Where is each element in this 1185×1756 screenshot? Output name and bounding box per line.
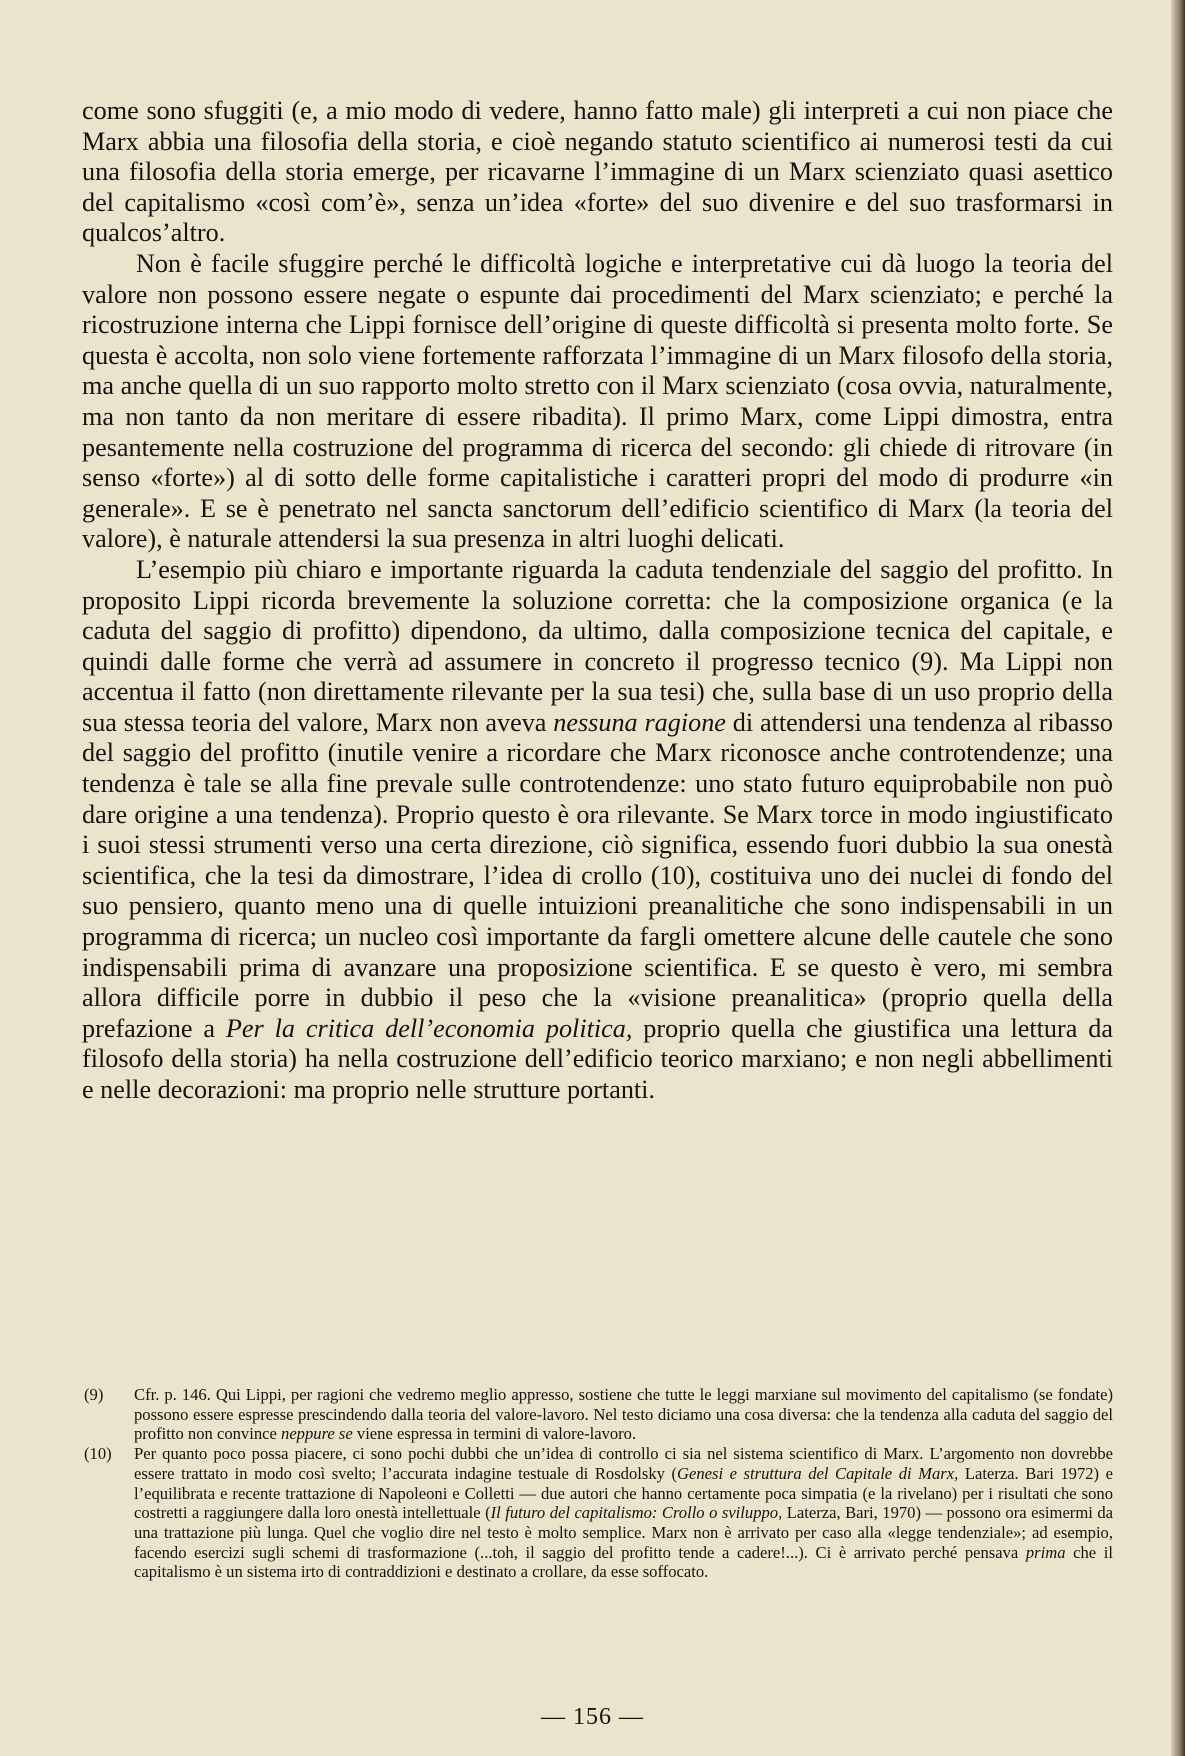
footnote-text [134,1444,1113,1581]
italic-text: Genesi e struttura del Capitale di Marx, [677,1463,959,1483]
paragraph-3 [82,555,1113,1106]
footnote-9 [84,1385,1113,1444]
text-run: Non è facile sfuggire perché le difficoltà logiche e interpretative cui dà luogo la teoria del valore non possono essere negate o espunte dai procedimenti del Marx scienziato; e perché la ricostruzione interna che Lippi fornisce dell’origine di queste difficoltà si presenta molto forte. Se questa è accolta, non solo viene fortemente rafforzata l’immagine di un Marx filosofo della storia, ma anche quella di un suo rapporto molto stretto con il Marx scienziato (cosa ovvia, naturalmente, ma non tanto da non meritare di essere ribadita). Il primo Marx, come Lippi dimostra, entra pesantemente nella costruzione del programma di ricerca del secondo: gli chiede di ritrovare (in senso «forte») al di sotto delle forme capitalistiche i caratteri propri del modo di produrre «in generale». E se è penetrato nel sancta sanctorum dell’edificio scientifico di Marx (la teoria del valore), è naturale attendersi la sua presenza in altri luoghi delicati. [82,248,1113,554]
italic-text: Per la critica dell’economia politica, [225,1013,633,1043]
footnote-number: (10) [84,1444,112,1464]
italic-text: neppure se [281,1424,353,1444]
italic-text: Il futuro del capitalismo: Crollo o sviluppo, [490,1503,783,1523]
text-run: Laterza, Bari, 1970) — possono ora esimermi da una trattazione più lunga. Quel che voglio dire nel testo è molto semplice. Marx non è arrivato per caso alla «legge tendenziale»; ad esempio, facendo esercizi sugli schemi di trasformazione (...toh, il saggio del profitto tende a cadere!...). Ci è arrivato perché pensava [134,1503,1113,1562]
text-run: viene espressa in termini di valore-lavoro. [352,1424,637,1444]
italic-text: prima [1025,1542,1066,1562]
text-run: che il capitalismo è un sistema irto di contraddizioni e destinato a crollare, da esse soffocato. [134,1542,1113,1582]
footnotes [84,1385,1113,1582]
footnote-10 [84,1444,1113,1582]
footnote-number: (9) [84,1385,104,1404]
text-run: come sono sfuggiti (e, a mio modo di vedere, hanno fatto male) gli interpreti a cui non piace che Marx abbia una filosofia della storia, e cioè negando statuto scientifico ai numerosi testi da cui una filosofia della storia emerge, per ricavarne l’immagine di un Marx scienziato quasi asettico del capitalismo «così com’è», senza un’idea «forte» del suo divenire e del suo trasformarsi in qualcos’altro. [82,96,1113,248]
text-run: Cfr. p. 146. Qui Lippi, per ragioni che vedremo meglio appresso, sostiene che tutte le leggi marxiane sul movimento del capitalismo (se fondate) possono essere espresse prescindendo dalla teoria del valore-lavoro. Nel testo diciamo una cosa diversa: che la tendenza alla caduta del saggio del profitto non convince [134,1385,1113,1444]
text-run: proprio quella che giustifica una lettura da filosofo della storia) ha nella costruzione dell’edificio teorico marxiano; e non negli abbellimenti e nelle decorazioni: ma proprio nelle strutture portanti. [82,1013,1113,1104]
main-text [82,96,1113,1106]
text-run: Per quanto poco possa piacere, ci sono pochi dubbi che un’idea di controllo ci sia nel sistema scientifico di Marx. L’argomento non dovrebbe essere trattato in modo così svelto; l’accurata indagine testuale di Rosdolsky ( [134,1444,1113,1483]
text-run: di attendersi una tendenza al ribasso del saggio del profitto (inutile venire a ricordare che Marx riconosce anche controtendenze; una tendenza è tale se alla fine prevale sulle controtendenze: uno stato futuro equiprobabile non può dare origine a una tendenza). Proprio questo è ora rilevante. Se Marx torce in modo ingiustificato i suoi stessi strumenti verso una certa direzione, ciò significa, essendo fuori dubbio la sua onestà scientifica, che la tesi da dimostrare, l’idea di crollo (10), costituiva uno dei nuclei di fondo del suo pensiero, quanto meno una di quelle intuizioni preanalitiche che sono indispensabili in un programma di ricerca; un nucleo così importante da fargli omettere alcune delle cautele che sono indispensabili prima di avanzare una proposizione scientifica. E se questo è vero, mi sembra allora difficile porre in dubbio il peso che la «visione preanalitica» (proprio quella della prefazione a [82,707,1113,1043]
italic-text: nessuna ragione [553,707,726,737]
text-run: Laterza. Bari 1972) e l’equilibrata e recente trattazione di Napoleoni e Colletti — due autori che hanno certamente poca simpatia (e la rivelano) per i risultati che sono costretti a raggiungere dalla loro onestà intellettuale ( [134,1463,1113,1523]
paragraph-2 [82,249,1113,555]
page-edge-shadow [1171,0,1185,1756]
text-run: L’esempio più chiaro e importante riguarda la caduta tendenziale del saggio del profitto. In proposito Lippi ricorda brevemente la soluzione corretta: che la composizione organica (e la caduta del saggio di profitto) dipendono, da ultimo, dalla composizione tecnica del capitale, e quindi dalle forme che verrà ad assumere in concreto il progresso tecnico (9). Ma Lippi non accentua il fatto (non direttamente rilevante per la sua tesi) che, sulla base di un uso proprio della sua stessa teoria del valore, Marx non aveva [82,554,1113,737]
page-number: — 156 — [541,1704,644,1730]
footnote-text [134,1385,1113,1443]
paragraph-1 [82,96,1113,249]
